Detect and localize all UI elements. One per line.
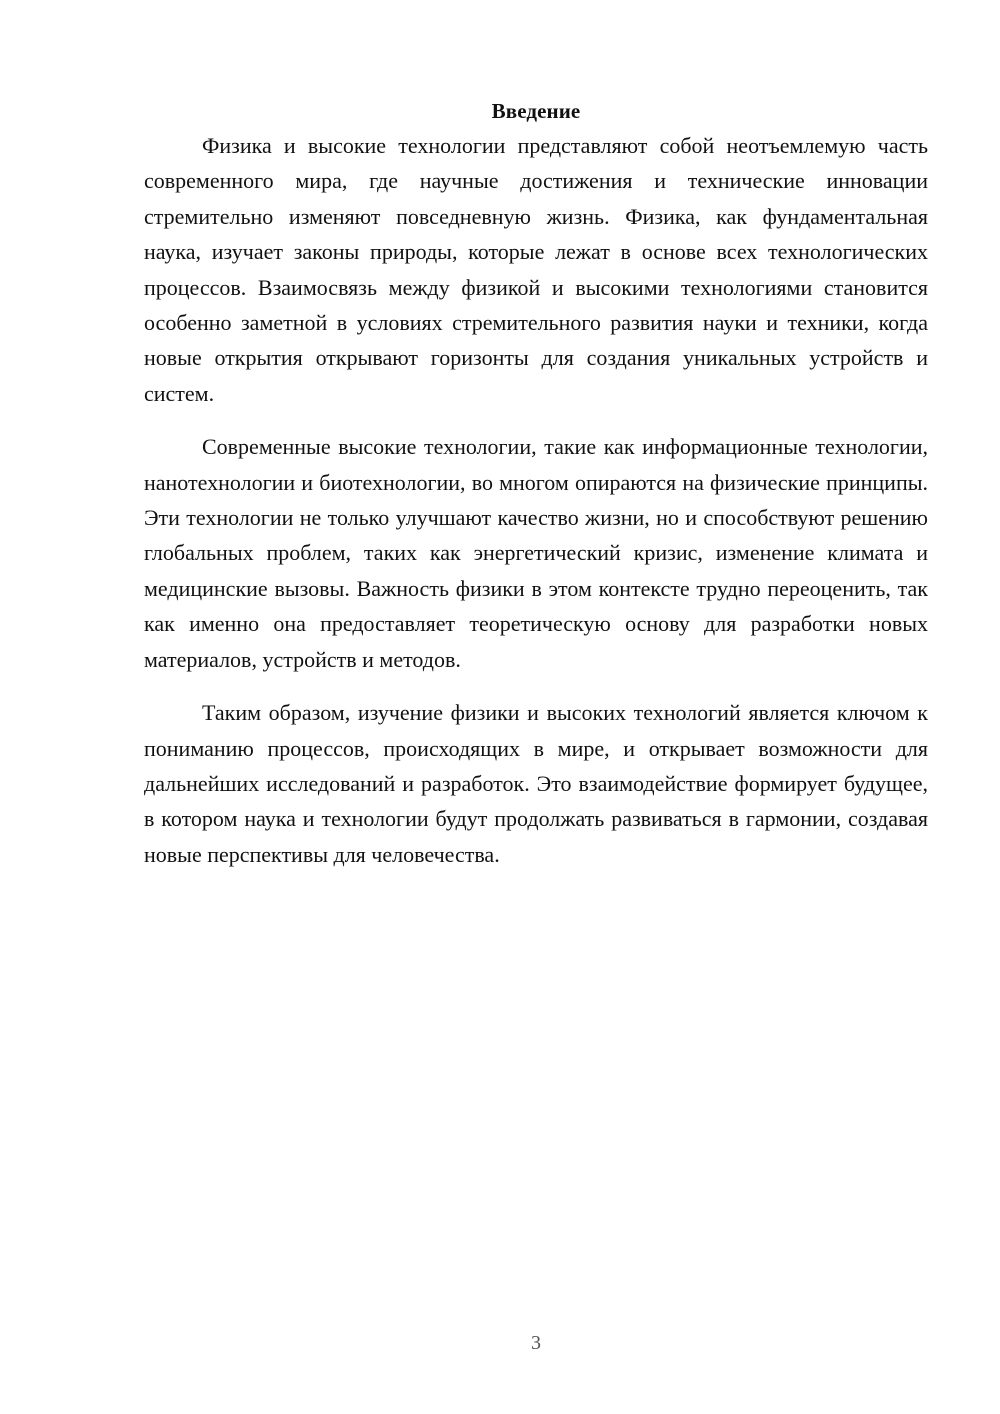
paragraph-1: Физика и высокие технологии представляют собой неотъемлемую часть современного мира, где научные достижения и технические инновации стремительно изменяют повседневную жизнь. Физика, как фундаментальная наука, изучает законы природы, которые лежат в основе всех технологических процессов. Взаимосвязь между физикой и высокими технологиями становится особенно заметной в условиях стремительного развития науки и техники, когда новые открытия открывают горизонты для создания уникальных устройств и систем.	[144, 133, 928, 406]
page-number: 3	[531, 1332, 541, 1354]
page-content	[144, 94, 928, 872]
section-title: Введение	[491, 99, 581, 123]
paragraph-2: Современные высокие технологии, такие как информационные технологии, нанотехнологии и биотехнологии, во многом опираются на физические принципы. Эти технологии не только улучшают качество жизни, но и способствуют решению глобальных проблем, таких как энергетический кризис, изменение климата и медицинские вызовы. Важность физики в этом контексте трудно переоценить, так как именно она предоставляет теоретическую основу для разработки новых материалов, устройств и методов.	[144, 434, 928, 672]
paragraph-3: Таким образом, изучение физики и высоких технологий является ключом к пониманию процессов, происходящих в мире, и открывает возможности для дальнейших исследований и разработок. Это взаимодействие формирует будущее, в котором наука и технологии будут продолжать развиваться в гармонии, создавая новые перспективы для человечества.	[144, 700, 928, 867]
